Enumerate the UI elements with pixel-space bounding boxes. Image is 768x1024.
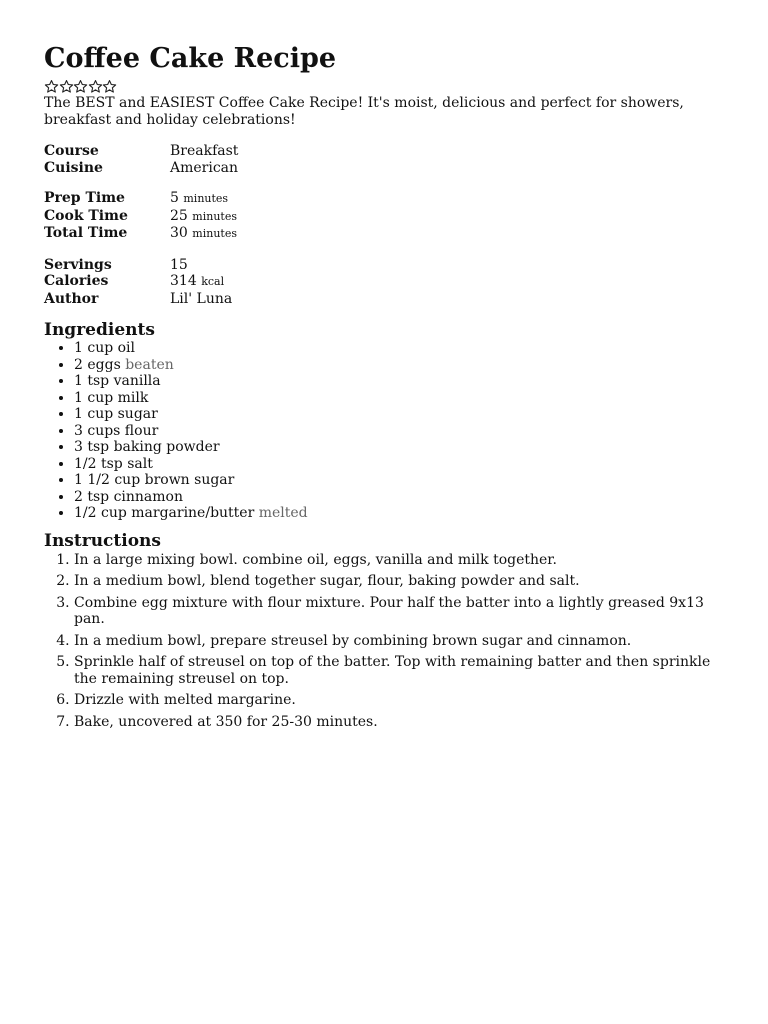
ingredient-text: 2 tsp cinnamon <box>74 488 183 505</box>
instruction-step: 1. In a large mixing bowl. combine oil, eggs, vanilla and milk together. <box>74 552 714 569</box>
ingredient-item <box>74 472 724 489</box>
meta-row-cuisine <box>44 160 724 177</box>
ingredient-text: 1 cup oil <box>74 340 136 356</box>
ingredient-note: beaten <box>125 356 174 373</box>
time-unit: minutes <box>192 209 237 223</box>
ingredients-list <box>44 340 724 522</box>
meta-label: Calories <box>44 273 109 289</box>
ingredient-text: 2 eggs <box>74 356 121 373</box>
calories-unit: kcal <box>201 275 225 288</box>
ingredient-item <box>74 505 724 522</box>
meta-value: 15 <box>170 256 188 273</box>
ingredient-text: 1 cup milk <box>74 389 149 406</box>
ingredient-text: 3 cups flour <box>74 422 159 439</box>
meta-label: Servings <box>44 256 112 273</box>
meta-label: Course <box>44 143 99 159</box>
ingredient-text: 1 1/2 cup brown sugar <box>74 472 235 488</box>
ingredients-heading: Ingredients <box>44 320 155 340</box>
ingredient-item <box>74 357 724 374</box>
meta-group-times <box>44 190 724 243</box>
instruction-step: 2. In a medium bowl, blend together sugar, flour, baking powder and salt. <box>74 573 714 590</box>
ingredient-text: 1/2 cup margarine/butter <box>74 505 255 521</box>
meta-label: Prep Time <box>44 190 125 206</box>
ingredient-item <box>74 340 724 357</box>
time-unit: minutes <box>192 227 237 240</box>
meta-row-total-time <box>44 225 724 243</box>
meta-label: Cook Time <box>44 207 128 224</box>
meta-label: Cuisine <box>44 159 103 176</box>
meta-value: American <box>170 159 239 176</box>
star-icon[interactable] <box>44 79 59 94</box>
ingredient-text: 3 tsp baking powder <box>74 439 220 455</box>
instruction-step: 5. Sprinkle half of streusel on top of the batter. Top with remaining batter and then sprinkle the remaining streusel on top. <box>74 654 714 687</box>
meta-label: Total Time <box>44 225 128 241</box>
instruction-step: 3. Combine egg mixture with flour mixture. Pour half the batter into a lightly greased 9x13 pan. <box>74 595 714 628</box>
instructions-heading: Instructions <box>44 530 161 551</box>
meta-group-details <box>44 257 724 308</box>
star-icon[interactable] <box>102 79 117 94</box>
meta-row-servings <box>44 257 724 274</box>
meta-row-prep-time <box>44 190 724 208</box>
time-value: 25 <box>170 207 188 224</box>
time-value: 30 <box>170 225 188 241</box>
meta-row-course <box>44 143 724 160</box>
meta-value: Lil' Luna <box>170 290 233 307</box>
meta-label: Author <box>44 290 99 307</box>
ingredient-text: 1 tsp vanilla <box>74 373 161 389</box>
ingredient-item <box>74 406 724 423</box>
meta-value <box>170 225 237 243</box>
ingredient-item <box>74 390 724 407</box>
meta-value <box>170 190 228 208</box>
ingredient-item <box>74 439 724 456</box>
meta-value: Breakfast <box>170 143 239 159</box>
star-icon[interactable] <box>88 79 103 94</box>
ingredient-note: melted <box>258 505 308 521</box>
ingredient-text: 1 cup sugar <box>74 406 158 422</box>
meta-row-calories <box>44 273 724 291</box>
meta-value <box>170 273 224 291</box>
meta-row-cook-time <box>44 208 724 226</box>
star-icon[interactable] <box>73 79 88 94</box>
ingredient-item <box>74 373 724 390</box>
recipe-title: Coffee Cake Recipe <box>44 43 337 74</box>
meta-value <box>170 208 237 226</box>
calories-value: 314 <box>170 273 197 289</box>
ingredient-text: 1/2 tsp salt <box>74 455 153 472</box>
time-value: 5 <box>170 190 179 206</box>
instruction-step: 7. Bake, uncovered at 350 for 25-30 minutes. <box>74 714 714 731</box>
star-icon[interactable] <box>59 79 74 94</box>
ingredient-item <box>74 423 724 440</box>
meta-group-category <box>44 143 724 176</box>
instructions-list <box>44 552 714 731</box>
star-rating[interactable] <box>44 77 724 95</box>
recipe-summary: The BEST and EASIEST Coffee Cake Recipe! It's moist, delicious and perfect for showers, breakfast and holiday celebrations! <box>44 95 684 128</box>
instruction-step: 4. In a medium bowl, prepare streusel by combining brown sugar and cinnamon. <box>74 633 714 650</box>
instruction-step: 6. Drizzle with melted margarine. <box>74 692 714 709</box>
time-unit: minutes <box>183 192 229 205</box>
recipe-meta <box>44 143 724 307</box>
ingredient-item <box>74 489 724 506</box>
meta-row-author <box>44 291 724 308</box>
ingredient-item <box>74 456 724 473</box>
